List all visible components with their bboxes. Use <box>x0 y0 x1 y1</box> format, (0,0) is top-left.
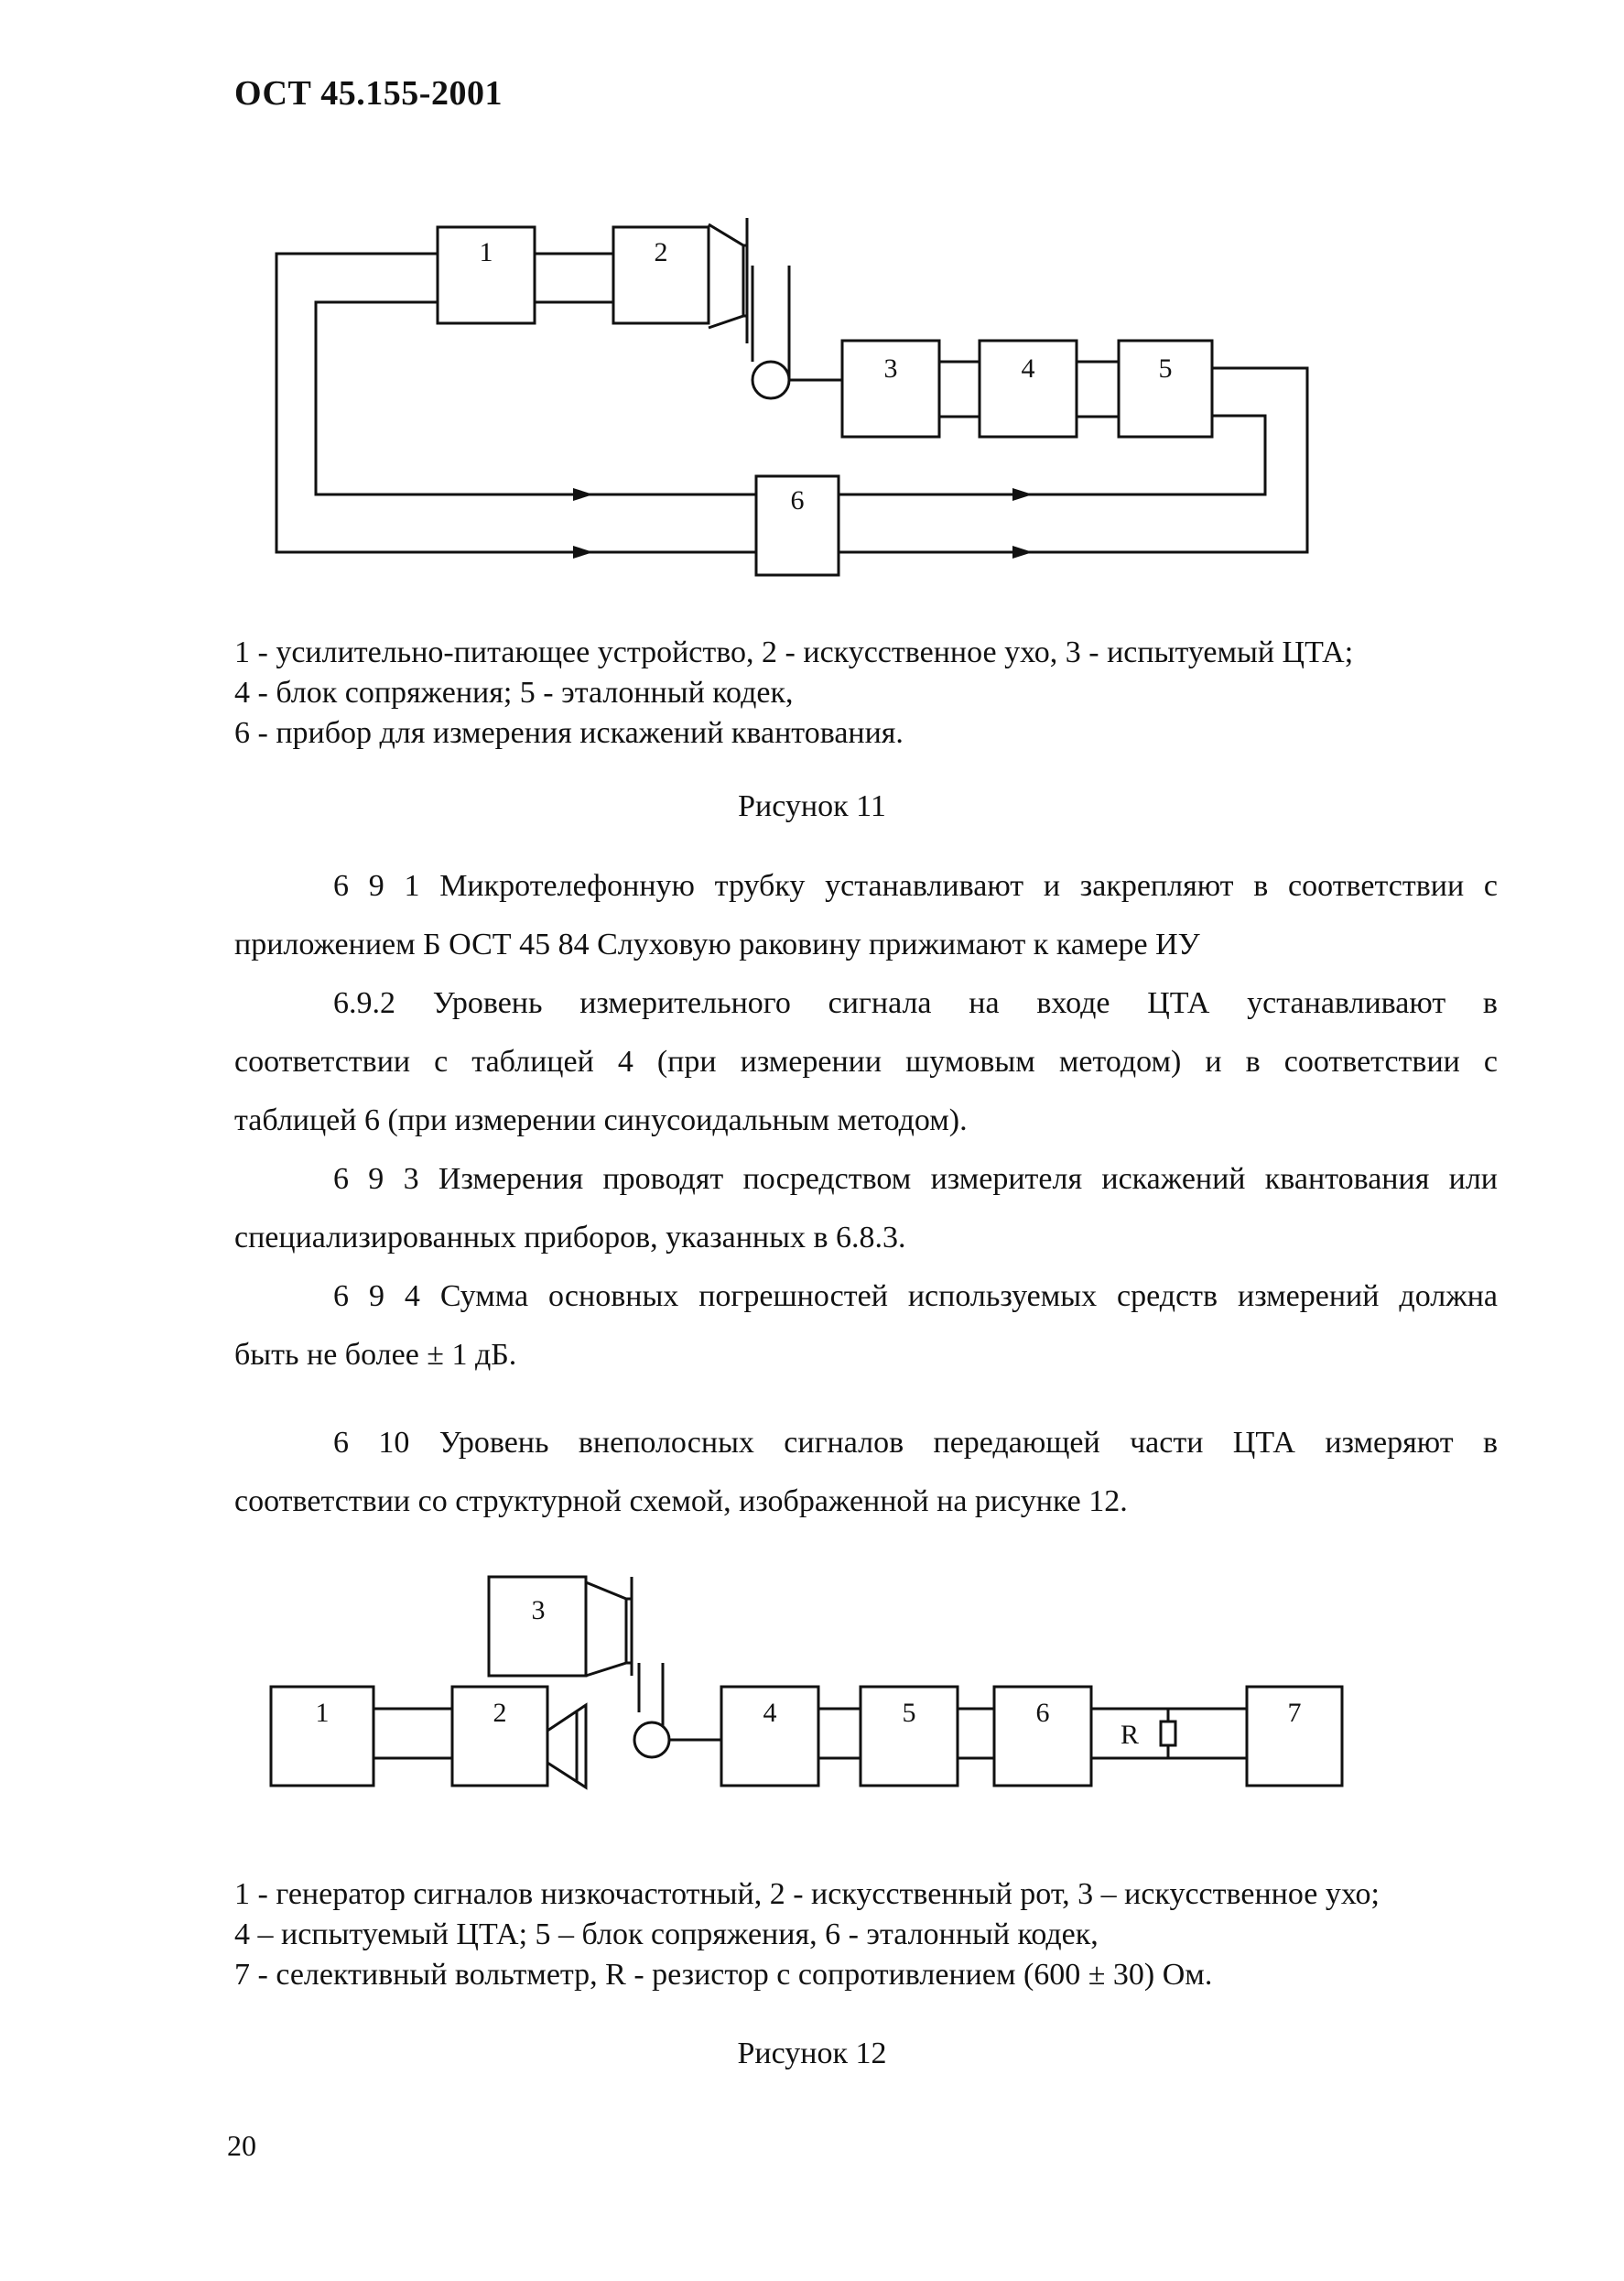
paragraph-line: 6 10 Уровень внеполосных сигналов передающей части ЦТА измеряют в <box>333 1426 1498 1460</box>
document-code-header: ОСТ 45.155-2001 <box>234 74 503 113</box>
fig11-label-1: 1 <box>479 237 493 267</box>
fig11-legend-line-1: 1 - усилительно-питающее устройство, 2 - искусственное ухо, 3 - испытуемый ЦТА; <box>234 635 1354 669</box>
fig12-label-2: 2 <box>493 1698 507 1728</box>
fig12-label-6: 6 <box>1035 1698 1050 1728</box>
fig11-label-6: 6 <box>790 485 805 516</box>
paragraph-6-10 <box>234 1414 1498 1531</box>
paragraph-line: 6.9.2 Уровень измерительного сигнала на входе ЦТА устанавливают в <box>333 986 1498 1020</box>
fig11-legend-line-3: 6 - прибор для измерения искажений квантования. <box>234 716 904 750</box>
fig12-legend-line-3: 7 - селективный вольтметр, R - резистор с сопротивлением (600 ± 30) Ом. <box>234 1958 1213 1992</box>
figure-11-caption: Рисунок 11 <box>738 789 886 823</box>
fig12-legend-line-1: 1 - генератор сигналов низкочастотный, 2 - искусственный рот, 3 – искусственное ухо; <box>234 1877 1380 1911</box>
figure-12-caption: Рисунок 12 <box>737 2037 887 2070</box>
paragraph-line: 6 9 4 Сумма основных погрешностей используемых средств измерений должна <box>333 1279 1498 1313</box>
fig11-label-2: 2 <box>654 237 668 267</box>
fig12-label-3: 3 <box>531 1595 546 1625</box>
fig12-label-7: 7 <box>1287 1698 1302 1728</box>
paragraph-6-9-1 <box>234 857 1498 974</box>
figure-12-diagram <box>0 1557 1624 1831</box>
fig12-legend-line-2: 4 – испытуемый ЦТА; 5 – блок сопряжения, 6 - эталонный кодек, <box>234 1917 1099 1951</box>
resistor-label: R <box>1120 1720 1140 1750</box>
paragraph-6-9-2 <box>234 974 1498 1150</box>
fig11-legend-line-2: 4 - блок сопряжения; 5 - эталонный кодек, <box>234 676 794 710</box>
page-number: 20 <box>227 2129 256 2162</box>
fig11-label-3: 3 <box>883 353 898 384</box>
paragraph-line: 6 9 3 Измерения проводят посредством измерителя искажений квантования или <box>333 1162 1498 1196</box>
fig11-label-4: 4 <box>1021 353 1035 384</box>
figure-11-diagram <box>0 0 1624 604</box>
paragraph-line: соответствии со структурной схемой, изображенной на рисунке 12. <box>234 1484 1128 1518</box>
paragraph-line: быть не более ± 1 дБ. <box>234 1338 517 1372</box>
paragraph-line: таблицей 6 (при измерении синусоидальным методом). <box>234 1103 968 1137</box>
fig12-label-1: 1 <box>315 1698 330 1728</box>
paragraph-line: приложением Б ОСТ 45 84 Слуховую раковину прижимают к камере ИУ <box>234 928 1200 961</box>
fig11-label-5: 5 <box>1158 353 1173 384</box>
fig12-block-3 <box>489 1577 586 1676</box>
paragraph-line: специализированных приборов, указанных в 6.8.3. <box>234 1221 906 1255</box>
paragraph-6-9-4 <box>234 1267 1498 1385</box>
paragraph-6-9-3 <box>234 1150 1498 1267</box>
paragraph-line: соответствии с таблицей 4 (при измерении шумовым методом) и в соответствии с <box>234 1045 1498 1079</box>
paragraph-line: 6 9 1 Микротелефонную трубку устанавливают и закрепляют в соответствии с <box>333 869 1498 903</box>
fig12-label-5: 5 <box>902 1698 916 1728</box>
fig12-label-4: 4 <box>763 1698 777 1728</box>
